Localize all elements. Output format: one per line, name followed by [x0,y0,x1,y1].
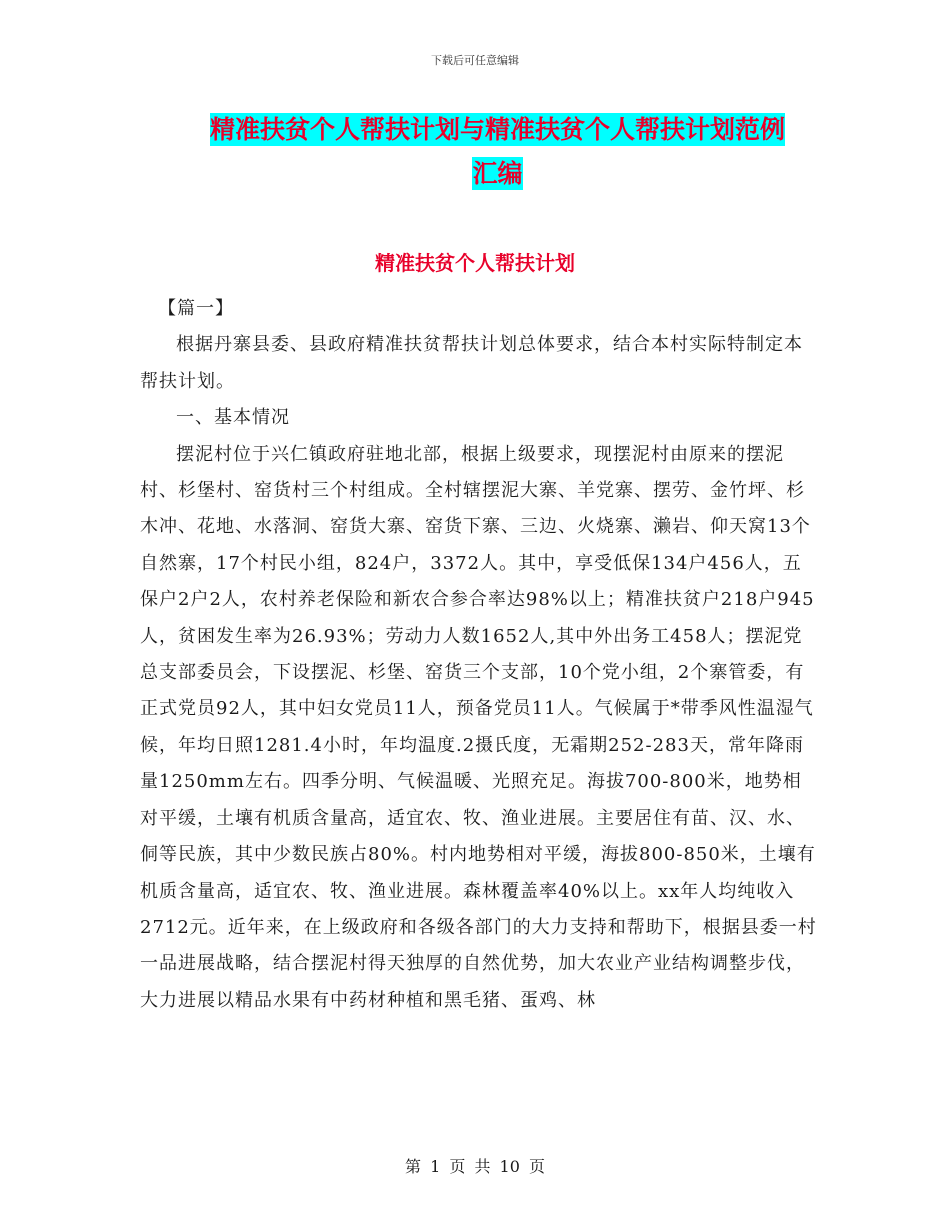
page-header: 下载后可任意编辑 [431,54,519,67]
intro-paragraph: 根据丹寨县委、县政府精准扶贫帮扶计划总体要求，结合本村实际特制定本帮扶计划。 [140,334,803,392]
page-footer: 第 1 页 共 10 页 [405,1157,545,1176]
document-body [140,291,820,1019]
part-label: 【篇一】 [158,298,234,319]
document-title-line-2: 汇编 [472,159,523,188]
section-heading: 一、基本情况 [176,407,290,429]
document-title [140,108,855,196]
document-title-line-1: 精准扶贫个人帮扶计划与精准扶贫个人帮扶计划范例 [209,115,785,144]
section-title: 精准扶贫个人帮扶计划 [375,251,575,275]
body-paragraph: 摆泥村位于兴仁镇政府驻地北部，根据上级要求，现摆泥村由原来的摆泥村、杉堡村、窑货村三个村组成。全村辖摆泥大寨、羊党寨、摆劳、金竹坪、杉木冲、花地、水落洞、窑货大寨、窑货下寨、三边、火烧寨、濑岩、仰天窝13个自然寨，17个村民小组，824户，3372人。其中，享受低保134户456人，五保户2户2人，农村养老保险和新农合参合率达98%以上；精准扶贫户218户945人，贫困发生率为26.93%；劳动力人数1652人,其中外出务工458人；摆泥党总支部委员会，下设摆泥、杉堡、窑货三个支部，10个党小组，2个寨管委，有正式党员92人，其中妇女党员11人，预备党员11人。气候属于*带季风性温湿气候，年均日照1281.4小时，年均温度.2摄氏度，无霜期252-283天，常年降雨量1250mm左右。四季分明、气候温暖、光照充足。海拔700-800米，地势相对平缓，土壤有机质含量高，适宜农、牧、渔业进展。主要居住有苗、汉、水、侗等民族，其中少数民族占80%。村内地势相对平缓，海拔800-850米，土壤有机质含量高，适宜农、牧、渔业进展。森林覆盖率40%以上。xx年人均纯收入2712元。近年来，在上级政府和各级各部门的大力支持和帮助下，根据县委一村一品进展战略，结合摆泥村得天独厚的自然优势，加大农业产业结构调整步伐，大力进展以精品水果有中药材种植和黑毛猪、蛋鸡、林 [140,443,817,1011]
